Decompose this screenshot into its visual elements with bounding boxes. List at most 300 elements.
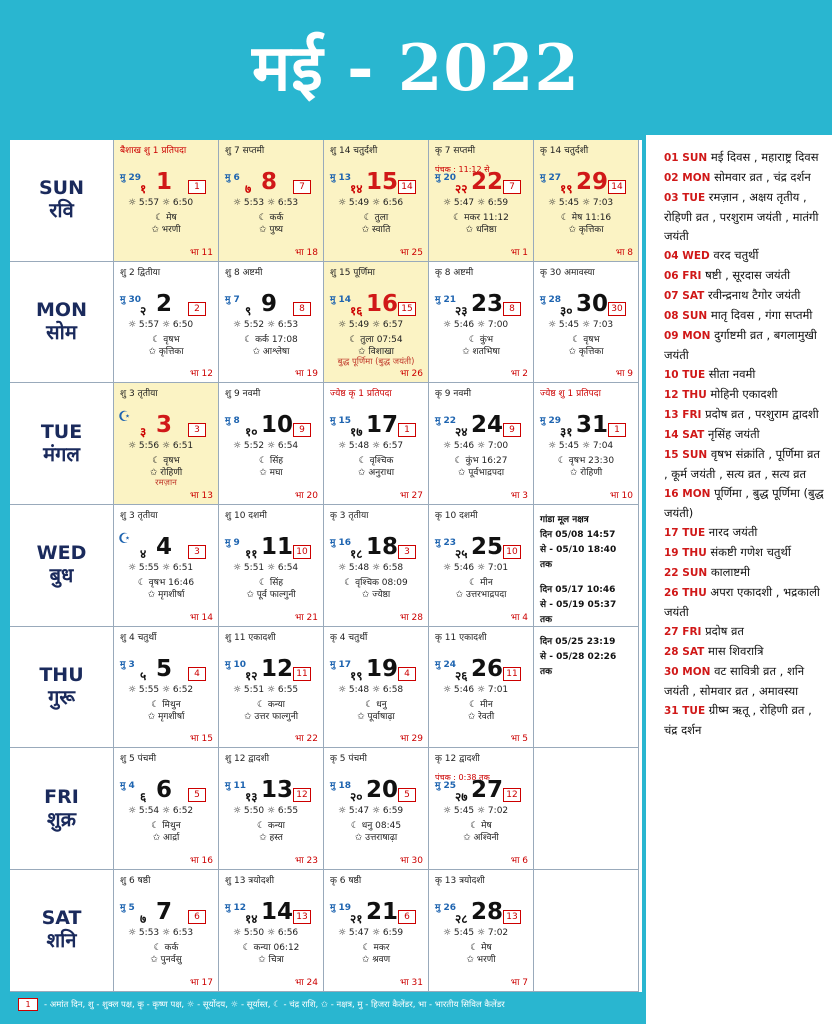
festival-list	[652, 140, 832, 992]
note-line: से - 05/19 05:37	[540, 600, 617, 611]
hindi-date: ११	[245, 547, 258, 562]
moon-sign: ☾ तुला 07:54	[349, 334, 403, 345]
header-banner	[0, 0, 832, 135]
amant-day-badge: 12	[503, 788, 521, 802]
festival-date: 08 SUN	[664, 310, 708, 322]
bharatiya-date: भा 23	[295, 856, 318, 867]
tithi-label: कृ 6 षष्ठी	[330, 876, 362, 887]
festival-item	[664, 701, 826, 740]
day-name-en: FRI	[44, 785, 79, 808]
hijri-date: मु 30	[120, 294, 142, 305]
moon-sign: ☾ मेष	[470, 943, 492, 954]
amant-day-badge: 8	[503, 302, 521, 316]
festival-text: वृषभ संक्रांति , पूर्णिमा व्रत , कूर्म जयंती , सत्य व्रत , सत्य व्रत	[664, 447, 820, 481]
hijri-date: मु 29	[120, 173, 142, 183]
festival-item	[664, 306, 826, 326]
festival-text: मई दिवस , महाराष्ट्र दिवस	[710, 150, 819, 164]
festival-text: सोमवार व्रत , चंद्र दर्शन	[714, 170, 811, 184]
amant-day-badge: 3	[398, 545, 416, 559]
day-cell	[429, 627, 534, 749]
day-cell	[114, 627, 219, 749]
amant-day-badge: 5	[188, 788, 206, 802]
day-name-en: TUE	[40, 420, 83, 443]
amant-day-badge: 3	[188, 423, 206, 437]
date-number: 16	[366, 290, 399, 317]
day-cell	[429, 748, 534, 870]
day-cell	[324, 140, 429, 262]
moon-sign: ☾ कुंभ 16:27	[454, 456, 508, 467]
day-cell	[219, 383, 324, 505]
note-line: तक	[540, 560, 553, 571]
hindi-date: १९	[350, 668, 363, 683]
tithi-label: कृ 5 पंचमी	[330, 754, 367, 765]
amant-day-badge: 7	[503, 180, 521, 194]
festival-text: रवीन्द्रनाथ टैगोर जयंती	[707, 288, 801, 302]
day-cell	[114, 383, 219, 505]
note-line: तक	[540, 615, 553, 626]
amant-day-badge: 6	[188, 910, 206, 924]
festival-item	[664, 484, 826, 523]
hijri-date: मु 11	[225, 781, 247, 792]
sunrise-sunset: ☼ 5:47 ☼ 6:59	[338, 806, 404, 817]
moon-sign: ☾ वृषभ	[572, 334, 600, 345]
moon-sign: ☾ वृषभ	[152, 456, 180, 467]
day-cell	[219, 748, 324, 870]
sunrise-sunset: ☼ 5:55 ☼ 6:52	[128, 684, 194, 695]
bharatiya-date: भा 10	[610, 491, 633, 502]
date-number: 27	[471, 777, 504, 804]
day-name-hi: बुध	[49, 563, 74, 588]
date-number: 19	[366, 655, 399, 682]
amant-day-badge: 11	[293, 667, 311, 681]
nakshatra-note	[540, 513, 616, 627]
festival-text: प्रदोष व्रत , परशुराम द्वादशी	[705, 407, 819, 421]
bharatiya-date: भा 7	[510, 977, 528, 988]
hindi-date: १४	[245, 912, 258, 927]
festival-item	[664, 385, 826, 405]
festival-text: मातृ दिवस , गंगा सप्तमी	[710, 308, 813, 322]
hindi-date: ७	[245, 182, 252, 196]
moon-sign: ☾ कर्क 17:08	[244, 334, 298, 345]
hindi-date: १३	[245, 790, 258, 805]
date-number: 28	[471, 899, 504, 926]
day-cell	[429, 262, 534, 384]
day-cell	[534, 262, 639, 384]
festival-tag: बुद्ध पूर्णिमा (बुद्ध जयंती)	[337, 356, 415, 367]
sunrise-sunset: ☼ 5:57 ☼ 6:50	[128, 319, 194, 330]
day-name-en: MON	[36, 299, 87, 322]
bharatiya-date: भा 15	[190, 734, 213, 745]
festival-date: 02 MON	[664, 172, 711, 184]
nakshatra: ✩ रोहिणी	[149, 468, 183, 479]
hindi-date: ५	[140, 668, 147, 683]
festival-date: 17 TUE	[664, 527, 706, 539]
hijri-date: मु 14	[330, 294, 352, 305]
tithi-label: कृ 14 चतुर्दशी	[540, 146, 589, 156]
nakshatra: ✩ भरणी	[466, 955, 496, 966]
nakshatra: ✩ पूर्वाषाढ़ा	[357, 711, 395, 722]
moon-sign: ☾ वृश्चिक 08:09	[344, 578, 408, 589]
hijri-date: मु 26	[435, 903, 457, 914]
hindi-date: ९	[245, 303, 252, 318]
bharatiya-date: भा 12	[190, 369, 213, 380]
amant-day-badge: 2	[188, 302, 206, 316]
date-number: 31	[576, 412, 609, 439]
day-name-hi: रवि	[49, 198, 74, 223]
sunrise-sunset: ☼ 5:51 ☼ 6:55	[233, 684, 299, 695]
note-line: तक	[540, 666, 553, 677]
amant-day-badge: 15	[398, 302, 416, 316]
sunrise-sunset: ☼ 5:54 ☼ 6:52	[128, 806, 194, 817]
hijri-date: मु 6	[225, 173, 240, 183]
amant-day-badge: 6	[398, 910, 416, 924]
day-cell	[534, 383, 639, 505]
sunrise-sunset: ☼ 5:45 ☼ 7:02	[443, 928, 509, 939]
moon-sign: ☾ कर्क	[258, 213, 284, 223]
nakshatra-note	[540, 635, 616, 680]
tithi-label: शु 13 त्रयोदशी	[225, 876, 275, 887]
note-line: से - 05/10 18:40	[540, 545, 617, 556]
festival-item	[664, 583, 826, 622]
bharatiya-date: भा 24	[295, 977, 318, 988]
day-name-en: SAT	[41, 907, 82, 930]
hindi-date: ६	[140, 790, 147, 805]
sunrise-sunset: ☼ 5:50 ☼ 6:55	[233, 806, 299, 817]
day-header-fri	[10, 748, 114, 870]
hijri-date: मु 5	[120, 903, 135, 914]
festival-text: नृसिंह जयंती	[707, 427, 760, 441]
nakshatra-note-cell	[534, 627, 639, 749]
hindi-date: १०	[245, 425, 258, 440]
festival-item	[664, 523, 826, 543]
hindi-date: १४	[350, 182, 363, 196]
hijri-date: मु 12	[225, 903, 247, 914]
day-cell	[324, 262, 429, 384]
day-header-tue	[10, 383, 114, 505]
day-cell	[324, 505, 429, 627]
sunrise-sunset: ☼ 5:46 ☼ 7:01	[443, 563, 509, 574]
day-header-sat	[10, 870, 114, 992]
sunrise-sunset: ☼ 5:45 ☼ 7:04	[548, 441, 614, 452]
bharatiya-date: भा 26	[400, 369, 423, 380]
festival-item	[664, 365, 826, 385]
day-name-hi: सोम	[46, 320, 77, 345]
hijri-date: मु 8	[225, 416, 240, 427]
amant-day-badge: 12	[293, 788, 311, 802]
date-number: 2	[156, 290, 173, 317]
nakshatra: ✩ उत्तर फाल्गुनी	[243, 711, 299, 722]
nakshatra: ✩ पूर्व फाल्गुनी	[246, 590, 296, 601]
nakshatra: ✩ अश्विनी	[463, 833, 499, 844]
festival-date: 13 FRI	[664, 409, 702, 421]
sunrise-sunset: ☼ 5:50 ☼ 6:56	[233, 928, 299, 939]
nakshatra: ✩ आर्द्रा	[152, 833, 180, 844]
day-cell	[534, 140, 639, 262]
tithi-label: शु 10 दशमी	[225, 511, 267, 522]
amant-day-badge: 30	[608, 302, 626, 316]
tithi-label: बैशाख शु 1 प्रतिपदा	[120, 146, 187, 156]
bharatiya-date: भा 16	[190, 856, 213, 867]
tithi-label: शु 8 अष्टमी	[225, 267, 263, 278]
bharatiya-date: भा 31	[400, 977, 423, 988]
nakshatra-note-cell	[534, 505, 639, 627]
sunrise-sunset: ☼ 5:46 ☼ 7:01	[443, 684, 509, 695]
hijri-date: मु 25	[435, 781, 457, 792]
date-number: 23	[471, 290, 504, 317]
sunrise-sunset: ☼ 5:49 ☼ 6:56	[338, 198, 404, 208]
sunrise-sunset: ☼ 5:49 ☼ 6:57	[338, 319, 404, 330]
note-line: दिन 05/08 14:57	[540, 530, 616, 541]
moon-sign: ☾ वृषभ	[152, 334, 180, 345]
moon-sign: ☾ तुला	[363, 213, 389, 223]
day-cell	[324, 627, 429, 749]
day-name-en: WED	[36, 542, 87, 565]
nakshatra: ✩ चित्रा	[258, 955, 284, 966]
day-cell	[429, 140, 534, 262]
day-cell	[114, 870, 219, 992]
hindi-date: २३	[455, 303, 468, 318]
festival-tag: रमज़ान	[155, 478, 177, 489]
sunrise-sunset: ☼ 5:48 ☼ 6:57	[338, 441, 404, 452]
tithi-label: शु 14 चतुर्दशी	[330, 146, 378, 156]
date-number: 21	[366, 899, 399, 926]
sunrise-sunset: ☼ 5:57 ☼ 6:50	[128, 198, 194, 208]
date-number: 20	[366, 777, 399, 804]
tithi-label: शु 2 द्वितीया	[120, 267, 161, 278]
festival-item	[664, 543, 826, 563]
hijri-date: मु 24	[435, 659, 457, 670]
panchak-label: पंचक : 11:12 से	[435, 165, 490, 174]
tithi-label: कृ 8 अष्टमी	[435, 267, 474, 278]
tithi-label: कृ 13 त्रयोदशी	[435, 876, 485, 887]
date-number: 30	[576, 290, 609, 317]
festival-item	[664, 246, 826, 266]
hijri-date: मु 19	[330, 903, 352, 914]
sunrise-sunset: ☼ 5:47 ☼ 6:59	[338, 928, 404, 939]
festival-date: 22 SUN	[664, 567, 708, 579]
amant-day-badge: 4	[398, 667, 416, 681]
amant-day-badge: 14	[398, 180, 416, 194]
nakshatra: ✩ हस्त	[259, 833, 283, 844]
hindi-date: २७	[455, 790, 468, 805]
festival-date: 07 SAT	[664, 290, 705, 302]
day-cell	[114, 505, 219, 627]
sunrise-sunset: ☼ 5:46 ☼ 7:00	[443, 319, 509, 330]
hindi-date: २५	[455, 547, 468, 562]
hijri-date: मु 17	[330, 659, 352, 670]
nakshatra: ✩ कृत्तिका	[568, 346, 604, 357]
sunrise-sunset: ☼ 5:56 ☼ 6:51	[128, 441, 194, 452]
moon-sign: ☾ मिथुन	[151, 699, 181, 710]
festival-item	[664, 622, 826, 642]
sunrise-sunset: ☼ 5:46 ☼ 7:00	[443, 441, 509, 452]
amant-day-badge: 13	[293, 910, 311, 924]
sunrise-sunset: ☼ 5:45 ☼ 7:03	[548, 319, 614, 330]
festival-text: कालाष्टमी	[710, 565, 750, 579]
amant-day-badge: 7	[293, 180, 311, 194]
festival-item	[664, 445, 826, 484]
date-number: 26	[471, 655, 504, 682]
hindi-date: २२	[455, 182, 468, 196]
tithi-label: कृ 30 अमावस्या	[540, 267, 595, 278]
festival-text: वरद चतुर्थी	[713, 248, 759, 262]
sunrise-sunset: ☼ 5:53 ☼ 6:53	[233, 198, 299, 208]
legend-footer	[10, 992, 642, 1020]
nakshatra: ✩ शतभिषा	[462, 346, 500, 357]
bharatiya-date: भा 25	[400, 247, 423, 258]
day-cell	[324, 870, 429, 992]
festival-text: दुर्गाष्टमी व्रत , बगलामुखी जयंती	[664, 328, 817, 362]
amant-day-badge: 10	[293, 545, 311, 559]
day-name-hi: गुरू	[48, 685, 75, 710]
bharatiya-date: भा 9	[615, 369, 633, 380]
nakshatra: ✩ रेवती	[467, 711, 495, 722]
day-name-hi: शुक्र	[47, 806, 76, 831]
hindi-date: २८	[455, 912, 468, 927]
date-number: 7	[156, 899, 173, 926]
date-number: 3	[156, 412, 173, 439]
festival-date: 30 MON	[664, 666, 711, 678]
moon-sign: ☾ वृषभ 16:46	[137, 578, 195, 589]
amant-day-badge: 9	[503, 423, 521, 437]
sunrise-sunset: ☼ 5:55 ☼ 6:51	[128, 563, 194, 574]
day-cell	[114, 748, 219, 870]
date-number: 18	[366, 534, 399, 561]
bharatiya-date: भा 18	[295, 247, 318, 258]
tithi-label: शु 6 षष्ठी	[120, 876, 151, 887]
sunrise-sunset: ☼ 5:52 ☼ 6:54	[233, 441, 299, 452]
date-number: 24	[471, 412, 504, 439]
hindi-date: ४	[140, 547, 147, 562]
tithi-label: कृ 7 सप्तमी	[435, 146, 476, 156]
bharatiya-date: भा 22	[295, 734, 318, 745]
amant-day-badge: 1	[398, 423, 416, 437]
date-number: 15	[366, 169, 399, 195]
nakshatra: ✩ उत्तरभाद्रपदा	[455, 590, 507, 601]
nakshatra: ✩ विशाखा	[358, 346, 394, 357]
hindi-date: ३१	[560, 425, 573, 440]
festival-date: 03 TUE	[664, 192, 706, 204]
empty-cell	[534, 870, 639, 992]
day-cell	[114, 262, 219, 384]
nakshatra: ✩ धनिष्ठा	[465, 225, 497, 235]
moon-sign: ☾ सिंह	[258, 578, 284, 589]
note-line: से - 05/28 02:26	[540, 651, 617, 662]
page-title: मई - 2022	[252, 31, 580, 106]
hindi-date: १९	[560, 182, 573, 196]
note-line: दिन 05/25 23:19	[540, 636, 616, 647]
date-number: 14	[261, 899, 294, 926]
bharatiya-date: भा 29	[400, 734, 423, 745]
hindi-date: २४	[455, 425, 468, 440]
amant-day-badge: 1	[608, 423, 626, 437]
moon-sign: ☾ सिंह	[258, 456, 284, 467]
nakshatra: ✩ उत्तराषाढ़ा	[354, 833, 398, 844]
moon-sign: ☾ कन्या	[256, 699, 286, 710]
amant-day-badge: 13	[503, 910, 521, 924]
note-line: दिन 05/17 10:46	[540, 585, 616, 596]
date-number: 1	[156, 169, 173, 195]
moon-sign: ☾ मीन	[469, 578, 493, 589]
nakshatra: ✩ कृत्तिका	[568, 225, 604, 235]
hindi-date: १६	[350, 303, 363, 318]
moon-sign: ☾ कुंभ	[468, 334, 494, 345]
date-number: 12	[261, 655, 294, 682]
festival-text: अपरा एकादशी , भद्रकाली जयंती	[664, 585, 820, 619]
day-name-hi: शनि	[46, 928, 77, 953]
festival-item	[664, 266, 826, 286]
bharatiya-date: भा 2	[510, 369, 528, 380]
moon-sign: ☾ मीन	[469, 699, 493, 710]
tithi-label: शु 3 तृतीया	[120, 389, 158, 400]
festival-item	[664, 326, 826, 365]
hijri-date: मु 13	[330, 173, 352, 183]
moon-sign: ☾ मिथुन	[151, 821, 181, 832]
tithi-label: ज्येष्ठ शु 1 प्रतिपदा	[540, 389, 601, 400]
nakshatra: ✩ रोहिणी	[569, 468, 603, 479]
festival-text: प्रदोष व्रत	[705, 624, 744, 638]
nakshatra: ✩ पुष्य	[259, 225, 283, 235]
festival-item	[664, 642, 826, 662]
day-cell	[219, 505, 324, 627]
day-name-hi: मंगल	[43, 441, 80, 466]
bharatiya-date: भा 17	[190, 977, 213, 988]
day-cell	[219, 262, 324, 384]
date-number: 25	[471, 534, 504, 561]
festival-text: ग्रीष्म ऋतू , रोहिणी व्रत , चंद्र दर्शन	[664, 703, 812, 737]
tithi-label: शु 9 नवमी	[225, 389, 261, 400]
crescent-icon: ☪	[118, 531, 131, 548]
day-cell	[219, 140, 324, 262]
hijri-date: मु 21	[435, 294, 457, 305]
festival-text: सीता नवमी	[708, 367, 756, 381]
date-number: 29	[576, 169, 609, 195]
tithi-label: कृ 9 नवमी	[435, 389, 472, 400]
hijri-date: मु 29	[540, 416, 562, 427]
nakshatra: ✩ अनुराधा	[357, 468, 395, 479]
hindi-date: १	[140, 182, 147, 196]
moon-sign: ☾ कन्या	[256, 821, 286, 832]
bharatiya-date: भा 1	[510, 247, 528, 258]
festival-date: 19 THU	[664, 547, 707, 559]
festival-text: नारद जयंती	[708, 525, 758, 539]
bharatiya-date: भा 3	[510, 491, 528, 502]
amant-day-badge: 5	[398, 788, 416, 802]
amant-day-badge: 4	[188, 667, 206, 681]
hijri-date: मु 20	[435, 173, 457, 183]
hindi-date: ७	[140, 912, 147, 927]
bharatiya-date: भा 4	[510, 612, 528, 623]
crescent-icon: ☪	[118, 409, 131, 426]
hindi-date: १७	[350, 425, 363, 440]
hijri-date: मु 3	[120, 659, 135, 670]
day-cell	[429, 870, 534, 992]
date-number: 5	[156, 655, 173, 682]
sunrise-sunset: ☼ 5:47 ☼ 6:59	[443, 198, 509, 208]
moon-sign: ☾ मकर	[362, 943, 390, 954]
day-cell	[429, 383, 534, 505]
moon-sign: ☾ कन्या 06:12	[242, 943, 300, 954]
sunrise-sunset: ☼ 5:45 ☼ 7:02	[443, 806, 509, 817]
moon-sign: ☾ धनु 08:45	[350, 821, 402, 832]
bharatiya-date: भा 20	[295, 491, 318, 502]
bharatiya-date: भा 14	[190, 612, 213, 623]
festival-item	[664, 286, 826, 306]
date-number: 17	[366, 412, 399, 439]
date-number: 13	[261, 777, 294, 804]
festival-text: पूर्णिमा , बुद्ध पूर्णिमा (बुद्ध जयंती)	[664, 486, 824, 520]
day-cell	[219, 627, 324, 749]
